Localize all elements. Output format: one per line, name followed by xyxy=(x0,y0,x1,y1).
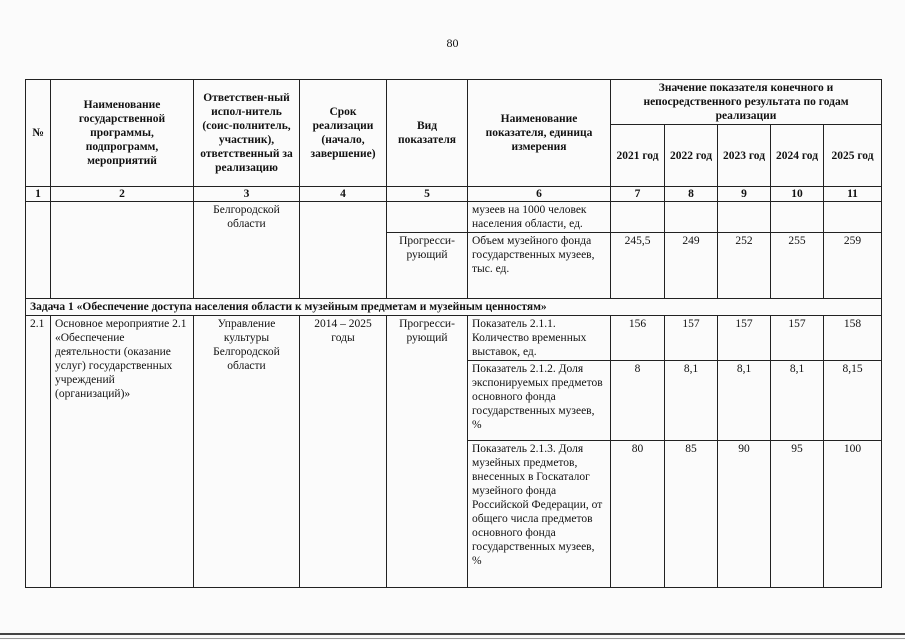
indicator-value: 156 xyxy=(611,316,665,361)
header-row xyxy=(26,80,882,125)
indicator-value: 100 xyxy=(824,441,882,588)
indicator-value: 157 xyxy=(771,316,824,361)
table-row xyxy=(26,202,882,233)
header-year: 2025 год xyxy=(824,125,882,187)
scan-edge-line xyxy=(0,638,905,639)
indicator-value: 85 xyxy=(665,441,718,588)
indicator-value: 80 xyxy=(611,441,665,588)
column-number: 10 xyxy=(771,187,824,202)
header-year: 2021 год xyxy=(611,125,665,187)
indicator-value: 157 xyxy=(718,316,771,361)
header-values-group: Значение показателя конечного и непосредственного результата по годам реализации xyxy=(611,80,882,125)
column-number: 2 xyxy=(51,187,194,202)
header-indicator-type: Вид показателя xyxy=(387,80,468,187)
header-executor: Ответствен-ный испол-нитель (соис-полнитель, участник), ответственный за реализацию xyxy=(194,80,300,187)
item-term: 2014 – 2025 годы xyxy=(300,316,387,588)
indicator-value: 8,1 xyxy=(665,361,718,441)
indicator-value: 252 xyxy=(718,233,771,299)
header-program-name: Наименование государственной программы, подпрограмм, мероприятий xyxy=(51,80,194,187)
indicator-value: 95 xyxy=(771,441,824,588)
executor-cell: Белгородской области xyxy=(194,202,300,299)
header-year: 2024 год xyxy=(771,125,824,187)
indicator-name: Показатель 2.1.1. Количество временных выставок, ед. xyxy=(468,316,611,361)
scan-edge-line xyxy=(0,633,905,635)
indicator-value: 90 xyxy=(718,441,771,588)
column-number: 6 xyxy=(468,187,611,202)
cell-empty xyxy=(387,202,468,233)
page-number: 80 xyxy=(446,36,459,50)
column-number: 5 xyxy=(387,187,468,202)
cell-empty xyxy=(824,202,882,233)
cell-empty xyxy=(26,202,51,299)
task-title: Задача 1 «Обеспечение доступа населения области к музейным предметам и музейным ценностям» xyxy=(26,299,882,316)
indicator-name: Показатель 2.1.3. Доля музейных предметов, внесенных в Госкаталог музейного фонда Российской Федерации, от общего числа предметов основного фонда государственных музеев, % xyxy=(468,441,611,588)
cell-empty xyxy=(771,202,824,233)
column-number: 4 xyxy=(300,187,387,202)
indicator-value: 249 xyxy=(665,233,718,299)
cell-empty xyxy=(51,202,194,299)
cell-empty xyxy=(718,202,771,233)
header-term: Срок реализации (начало, завершение) xyxy=(300,80,387,187)
indicator-value: 245,5 xyxy=(611,233,665,299)
item-name: Основное мероприятие 2.1 «Обеспечение деятельности (оказание услуг) государственных учреждений (организаций)» xyxy=(51,316,194,588)
cell-empty xyxy=(611,202,665,233)
header-indicator-name: Наименование показателя, единица измерения xyxy=(468,80,611,187)
column-number-row xyxy=(26,187,882,202)
indicator-value: 157 xyxy=(665,316,718,361)
indicator-name: музеев на 1000 человек населения области, ед. xyxy=(468,202,611,233)
indicator-value: 8 xyxy=(611,361,665,441)
header-num: № xyxy=(26,80,51,187)
indicator-name: Объем музейного фонда государственных музеев, тыс. ед. xyxy=(468,233,611,299)
item-indicator-type: Прогресси-рующий xyxy=(387,316,468,588)
indicator-value: 255 xyxy=(771,233,824,299)
column-number: 3 xyxy=(194,187,300,202)
column-number: 9 xyxy=(718,187,771,202)
cell-empty xyxy=(665,202,718,233)
program-table xyxy=(25,79,882,588)
table-row xyxy=(26,316,882,361)
column-number: 11 xyxy=(824,187,882,202)
cell-empty xyxy=(300,202,387,299)
item-number: 2.1 xyxy=(26,316,51,588)
indicator-value: 8,1 xyxy=(771,361,824,441)
column-number: 7 xyxy=(611,187,665,202)
indicator-value: 259 xyxy=(824,233,882,299)
header-year: 2023 год xyxy=(718,125,771,187)
indicator-name: Показатель 2.1.2. Доля экспонируемых предметов основного фонда государственных музеев, % xyxy=(468,361,611,441)
header-year: 2022 год xyxy=(665,125,718,187)
column-number: 8 xyxy=(665,187,718,202)
indicator-value: 8,1 xyxy=(718,361,771,441)
indicator-type: Прогресси-рующий xyxy=(387,233,468,299)
indicator-value: 8,15 xyxy=(824,361,882,441)
indicator-value: 158 xyxy=(824,316,882,361)
item-executor: Управление культуры Белгородской области xyxy=(194,316,300,588)
task-row xyxy=(26,299,882,316)
column-number: 1 xyxy=(26,187,51,202)
